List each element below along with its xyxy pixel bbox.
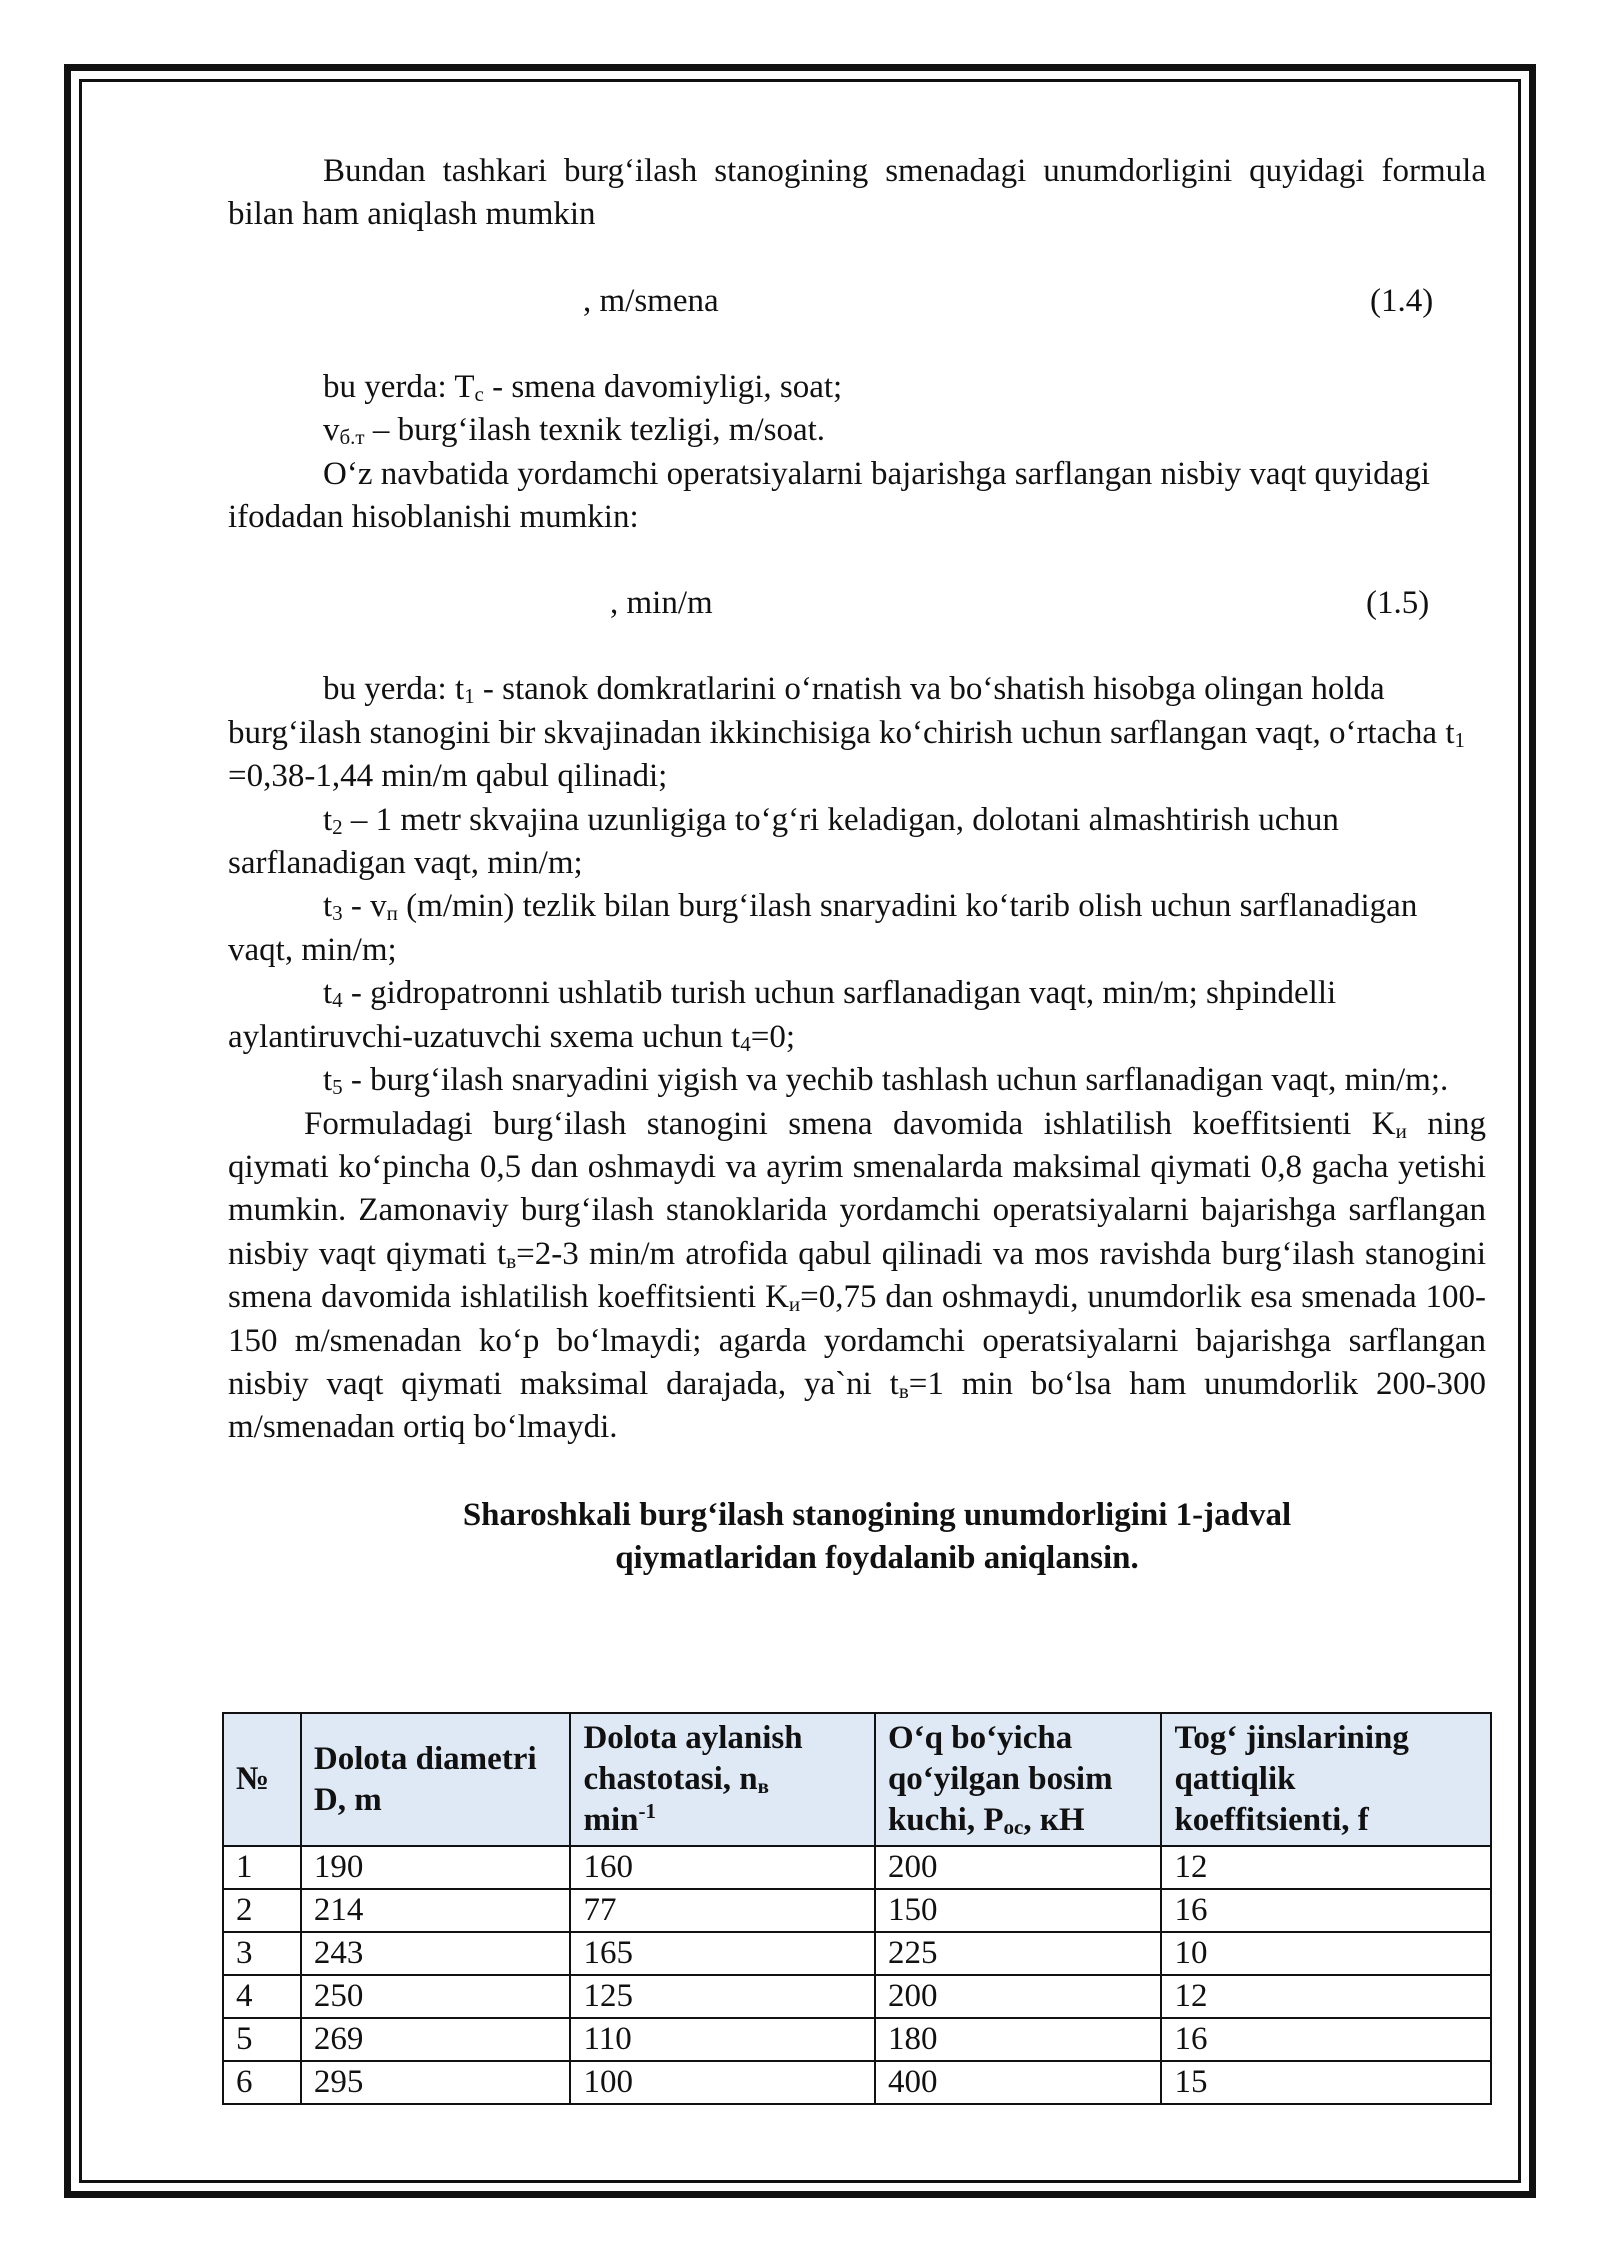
text-fragment: - burg‘ilash snaryadini yigish va yechib tashlash uchun sarflanadigan vaqt, min/m;. xyxy=(342,1062,1449,1099)
text-fragment: min xyxy=(583,1802,639,1838)
text-fragment: O‘q bo‘yicha qo‘yilgan bosim kuchi, P xyxy=(887,1720,1113,1838)
subscript: б.т xyxy=(339,425,365,450)
table-cell: 2 xyxy=(223,1889,301,1932)
formula-1-5 xyxy=(228,582,1486,625)
text-fragment: t xyxy=(323,801,333,838)
table-cell: 12 xyxy=(1161,1846,1491,1889)
subscript: 2 xyxy=(332,814,343,839)
text-fragment: (m/min) tezlik bilan burg‘ilash snaryadini ko‘tarib olish uchun sarflanadigan vaqt, min/m; xyxy=(228,888,1418,968)
text-fragment: =0; xyxy=(750,1018,796,1055)
text-fragment: =0,75 dan oshmaydi, unumdorlik esa smenada 100-150 m/smenadan ko‘p bo‘lmaydi; agarda yordamchi operatsiyalarni bajarishga sarflangan nisbiy vaqt qiymati maksimal darajada, ya`ni t xyxy=(228,1279,1486,1402)
subscript: в xyxy=(898,1378,909,1403)
text-fragment: =1 min bo‘lsa ham unumdorlik 200-300 m/smenadan ortiq bo‘lmaydi. xyxy=(228,1365,1486,1446)
text-fragment: t xyxy=(323,975,333,1012)
table-cell: 12 xyxy=(1161,1975,1491,2018)
table-cell: 225 xyxy=(875,1932,1162,1975)
subscript: c xyxy=(474,381,484,406)
subscript: п xyxy=(386,901,398,926)
subscript: 4 xyxy=(740,1031,751,1056)
subscript: 5 xyxy=(332,1075,343,1100)
definition-t2 xyxy=(228,799,1486,886)
subscript: 3 xyxy=(332,901,343,926)
table-row xyxy=(223,1975,1491,2018)
table-cell: 5 xyxy=(223,2018,301,2061)
document-body xyxy=(228,150,1486,1580)
header-frequency xyxy=(570,1713,875,1846)
table-cell: 190 xyxy=(301,1846,571,1889)
drill-data-table xyxy=(222,1712,1492,2105)
definition-t4 xyxy=(228,972,1486,1059)
text-fragment: – burg‘ilash texnik tezligi, m/soat. xyxy=(364,412,826,449)
table-cell: 77 xyxy=(570,1889,875,1932)
header-diameter: Dolota diametri D, m xyxy=(301,1713,571,1846)
formula-1-4-number: (1.4) xyxy=(1370,282,1434,319)
formula-1-5-unit: , min/m xyxy=(610,585,713,622)
table-cell: 400 xyxy=(875,2061,1162,2104)
table-cell: 10 xyxy=(1161,1932,1491,1975)
table-cell: 110 xyxy=(570,2018,875,2061)
text-fragment: - smena davomiyligi, soat; xyxy=(483,368,843,405)
table-cell: 243 xyxy=(301,1932,571,1975)
table-cell: 150 xyxy=(875,1889,1162,1932)
table-caption-line-2: qiymatlaridan foydalanib aniqlansin. xyxy=(615,1539,1139,1576)
definition-t5 xyxy=(228,1059,1486,1102)
text-fragment: bu yerda: t xyxy=(323,671,465,708)
formula-1-5-number: (1.5) xyxy=(1366,585,1430,622)
table-row xyxy=(223,1846,1491,1889)
table-cell: 16 xyxy=(1161,1889,1491,1932)
table-cell: 250 xyxy=(301,1975,571,2018)
table-cell: 160 xyxy=(570,1846,875,1889)
text-fragment: - gidropatronni ushlatib turish uchun sarflanadigan vaqt, min/m; shpindelli aylantiruvchi-uzatuvchi sxema uchun t xyxy=(228,975,1337,1055)
table-cell: 4 xyxy=(223,1975,301,2018)
subscript: ос xyxy=(1003,1815,1024,1839)
intro-paragraph: Bundan tashkari burg‘ilash stanogining smenadagi unumdorligini quyidagi formula bilan ham aniqlash mumkin xyxy=(228,153,1486,233)
table-caption-line-1: Sharoshkali burg‘ilash stanogining unumdorligini 1-jadval xyxy=(462,1496,1292,1533)
text-fragment: - stanok domkratlarini o‘rnatish va bo‘shatish hisobga olingan holda burg‘ilash stanogini bir skvajinadan ikkinchisiga ko‘chirish uchun sarflangan vaqt, o‘rtacha t xyxy=(228,671,1455,751)
table-row xyxy=(223,1932,1491,1975)
table-cell: 165 xyxy=(570,1932,875,1975)
header-coefficient: Tog‘ jinslarining qattiqlik koeffitsienti, f xyxy=(1161,1713,1491,1846)
text-fragment: Formuladagi burg‘ilash stanogini smena davomida ishlatilish koeffitsienti K xyxy=(304,1105,1396,1142)
table-cell: 295 xyxy=(301,2061,571,2104)
formula-1-4 xyxy=(228,280,1486,323)
definition-tc xyxy=(228,366,1486,409)
table-header-row xyxy=(223,1713,1491,1846)
table-cell: 200 xyxy=(875,1846,1162,1889)
text-fragment: – 1 metr skvajina uzunligiga to‘g‘ri keladigan, dolotani almashtirish uchun sarflanadigan vaqt, min/m; xyxy=(228,801,1339,882)
definition-t1 xyxy=(228,668,1486,798)
subscript: и xyxy=(788,1292,801,1317)
text-fragment: v xyxy=(323,412,340,449)
table-cell: 15 xyxy=(1161,2061,1491,2104)
text-fragment: t xyxy=(323,1062,333,1099)
text-fragment: =2-3 min/m atrofida qabul qilinadi va mos ravishda burg‘ilash stanogini smena davomida ishlatilish koeffitsienti K xyxy=(228,1235,1486,1316)
relative-time-paragraph: O‘z navbatida yordamchi operatsiyalarni bajarishga sarflangan nisbiy vaqt quyidagi ifodadan hisoblanishi mumkin: xyxy=(228,455,1430,536)
subscript: в xyxy=(757,1774,769,1798)
table-cell: 16 xyxy=(1161,2018,1491,2061)
table-cell: 100 xyxy=(570,2061,875,2104)
table-cell: 6 xyxy=(223,2061,301,2104)
table-cell: 3 xyxy=(223,1932,301,1975)
table-cell: 200 xyxy=(875,1975,1162,2018)
table-cell: 214 xyxy=(301,1889,571,1932)
formula-1-4-unit: , m/smena xyxy=(583,282,719,319)
definition-t3 xyxy=(228,885,1486,972)
header-number: № xyxy=(223,1713,301,1846)
coefficient-paragraph xyxy=(228,1103,1486,1450)
subscript: и xyxy=(1395,1118,1407,1143)
text-fragment: t xyxy=(323,888,333,925)
subscript: 1 xyxy=(464,684,475,709)
text-fragment: - v xyxy=(342,888,387,925)
table-row xyxy=(223,2061,1491,2104)
text-fragment: ning qiymati ko‘pincha 0,5 dan oshmaydi va ayrim smenalarda maksimal qiymati 0,8 gacha yetishi mumkin. Zamonaviy burg‘ilash stanoklarida yordamchi operatsiyalarni bajarishga sarflangan nisbiy vaqt qiymati t xyxy=(228,1105,1486,1272)
text-fragment: Dolota aylanish chastotasi, n xyxy=(583,1720,803,1797)
text-fragment: , кН xyxy=(1023,1802,1085,1838)
table-cell: 125 xyxy=(570,1975,875,2018)
table-cell: 180 xyxy=(875,2018,1162,2061)
table-cell: 269 xyxy=(301,2018,571,2061)
text-fragment: =0,38-1,44 min/m qabul qilinadi; xyxy=(228,758,668,795)
subscript: 4 xyxy=(332,988,343,1013)
text-fragment: bu yerda: T xyxy=(323,368,475,405)
definition-v xyxy=(228,409,1486,452)
superscript: -1 xyxy=(638,1799,656,1823)
table-row xyxy=(223,2018,1491,2061)
table-caption xyxy=(228,1494,1486,1580)
header-force xyxy=(875,1713,1162,1846)
subscript: 1 xyxy=(1454,727,1465,752)
table-cell: 1 xyxy=(223,1846,301,1889)
table-row xyxy=(223,1889,1491,1932)
subscript: в xyxy=(506,1248,517,1273)
